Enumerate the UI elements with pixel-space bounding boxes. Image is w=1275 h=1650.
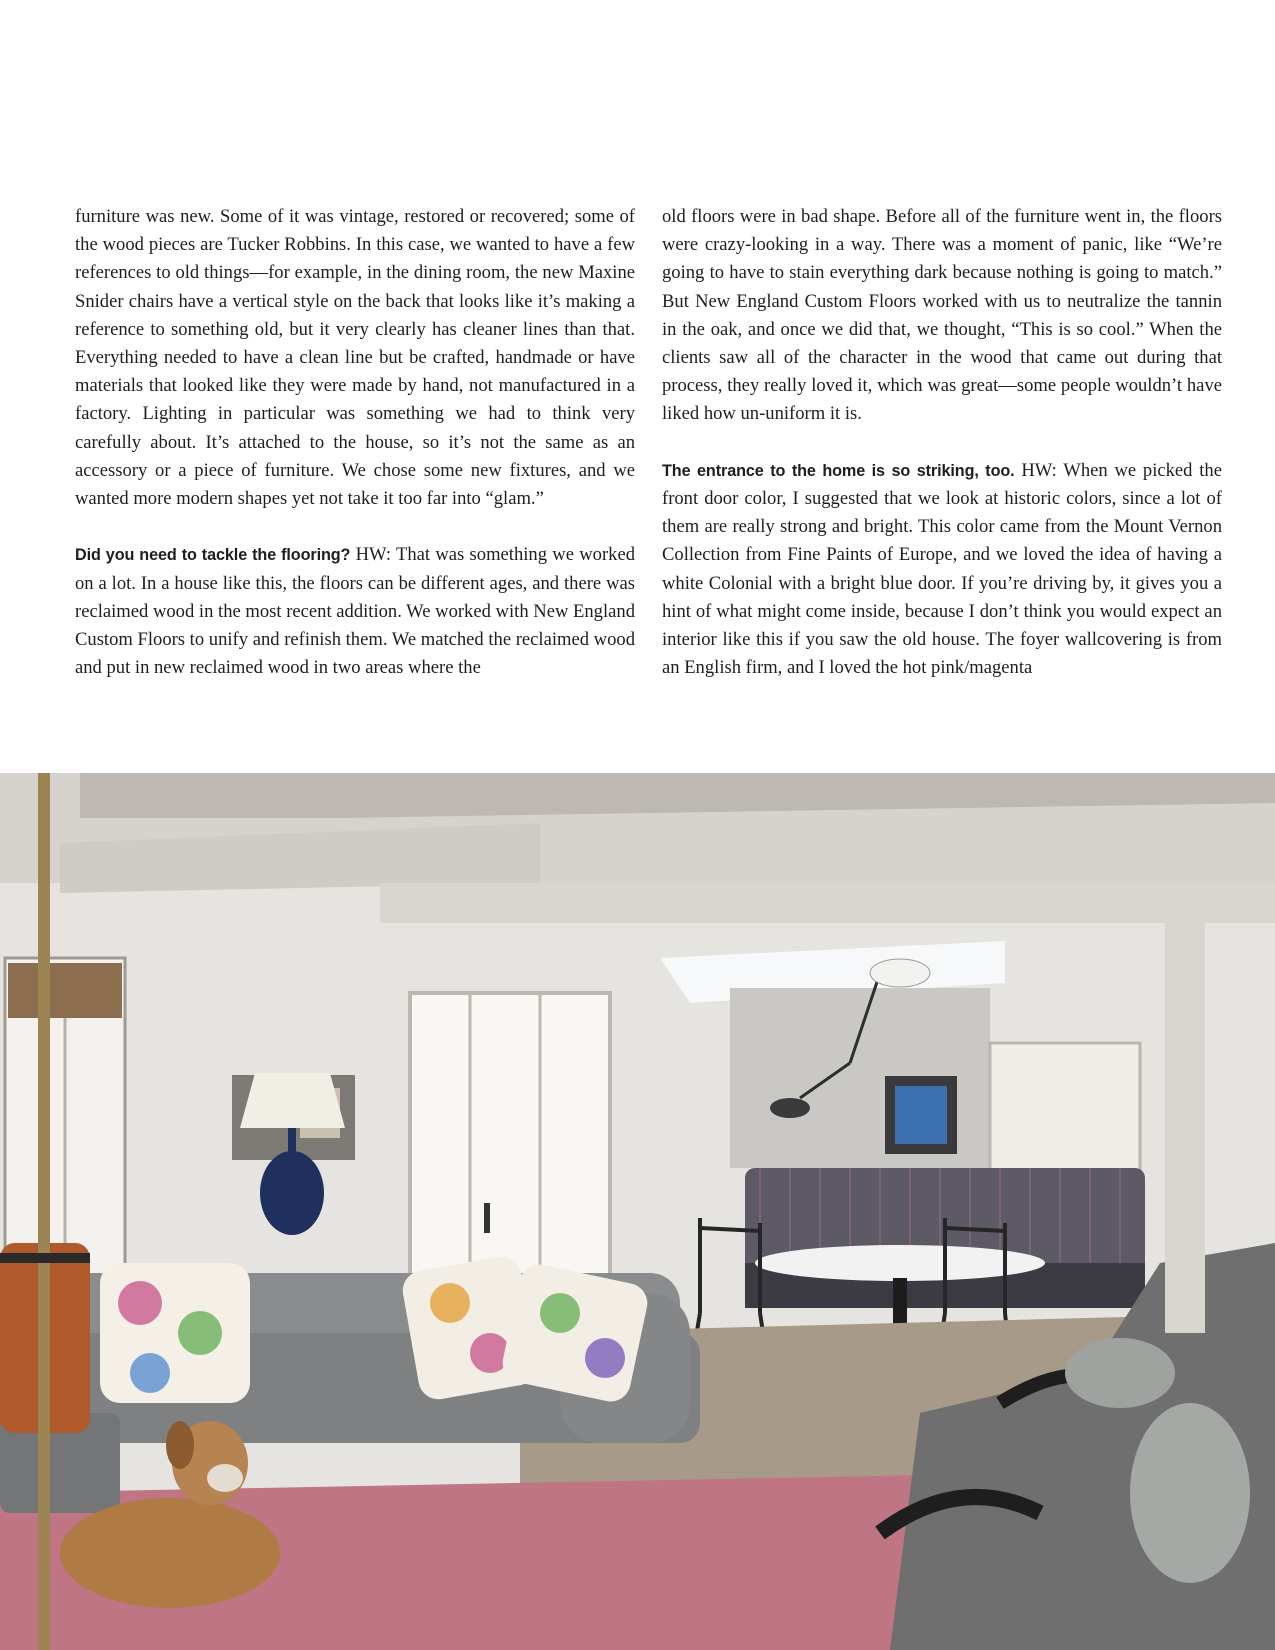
paragraph-flooring <box>75 541 635 682</box>
paragraph-floors-continued: old floors were in bad shape. Before all of the furniture went in, the floors were crazy-looking in a way. There was a moment of panic, like “We’re going to have to stain everything dark because nothing is going to match.” But New England Custom Floors worked with us to neutralize the tannin in the oak, and once we did that, we thought, “This is so cool.” When the clients saw all of the character in the wood that came out during that process, they really loved it, which was great—some people wouldn’t have liked how un-uniform it is. <box>662 206 1222 425</box>
answer-flooring: HW: That was something we worked on a lot. In a house like this, the floors can be different ages, and there was reclaimed wood in the most recent addition. We worked with New England Custom Floors to unify and refinish them. We matched the reclaimed wood and put in new reclaimed wood in two areas where the <box>75 544 636 679</box>
lamp-base <box>260 1151 324 1235</box>
pillow-1 <box>100 1263 250 1403</box>
paragraph-furniture: furniture was new. Some of it was vintage, restored or recovered; some of the wood pieces are Tucker Robbins. In this case, we wanted to have a few references to old things—for example, in the dining room, the new Maxine Snider chairs have a vertical style on the back that looks like it’s making a reference to something old, but it very clearly has cleaner lines than that. Everything needed to have a clean line but be crafted, handmade or have materials that looked like they were made by hand, not manufactured in a factory. Lighting in particular was something we had to think very carefully about. It’s attached to the house, so it’s not the same as an accessory or a piece of furniture. We chose some new fixtures, and we wanted more modern shapes yet not take it too far into “glam.” <box>75 206 635 510</box>
fur-pillow <box>1065 1338 1175 1408</box>
window-blind <box>8 963 122 1018</box>
paragraph-entrance <box>662 457 1222 683</box>
lamp-shade <box>240 1073 345 1128</box>
dining-table <box>755 1245 1045 1281</box>
article-left-column <box>75 203 635 682</box>
question-entrance: The entrance to the home is so striking, too. <box>662 461 1015 480</box>
floor-lamp-pole <box>38 773 50 1650</box>
answer-entrance: HW: When we picked the front door color, I suggested that we look at historic colors, since a lot of them are really strong and bright. This color came from the Mount Vernon Collection from Fine Paints of Europe, and we loved the idea of having a white Colonial with a bright blue door. If you’re driving by, it gives you a hint of what might come inside, because I don’t think you would expect an interior like this if you saw the old house. The foyer wallcovering is from an English firm, and I loved the hot pink/magenta <box>662 459 1222 679</box>
dog <box>60 1498 280 1608</box>
living-room-photo <box>0 773 1275 1650</box>
article-right-column <box>662 203 1222 682</box>
question-flooring: Did you need to tackle the flooring? <box>75 546 351 565</box>
